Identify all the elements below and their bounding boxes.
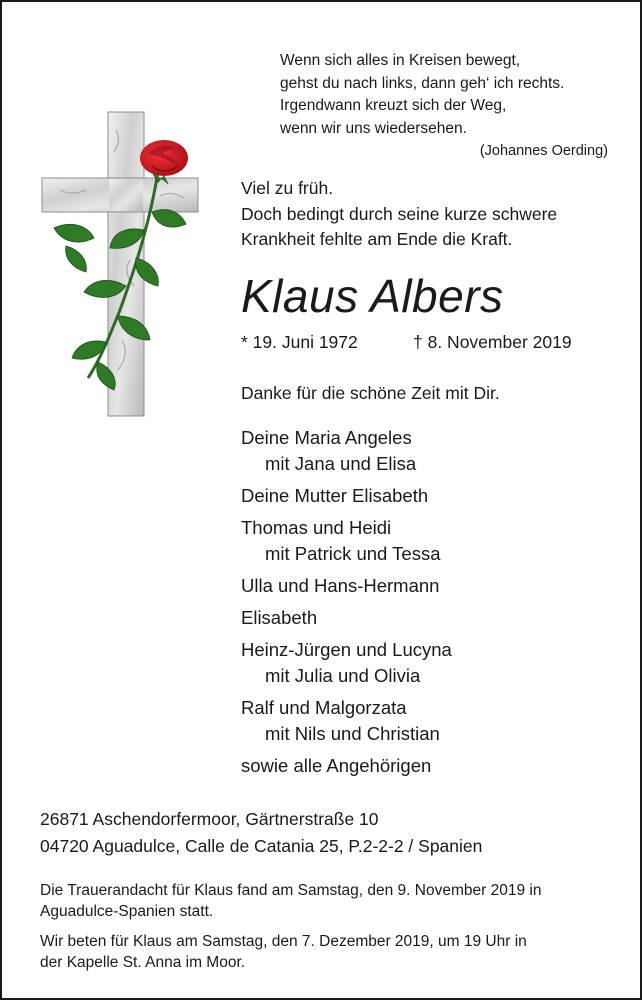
mourner-name: Deine Maria Angeles	[241, 427, 412, 448]
service-notice	[40, 880, 612, 922]
notice-line: Wir beten für Klaus am Samstag, den 7. Dezember 2019, um 19 Uhr in	[40, 933, 527, 950]
notice-line: Die Trauerandacht für Klaus fand am Samstag, den 9. November 2019 in	[40, 882, 542, 899]
intro-text	[241, 176, 557, 253]
death-date: † 8. November 2019	[413, 332, 572, 352]
mourner-group	[241, 695, 452, 747]
mourner-group	[241, 515, 452, 567]
mourner-name: Deine Mutter Elisabeth	[241, 485, 429, 506]
poem-line: wenn wir uns wiedersehen.	[280, 119, 467, 137]
intro-line: Doch bedingt durch seine kurze schwere	[241, 203, 558, 224]
mourner-group	[241, 605, 452, 631]
mourner-name: Elisabeth	[241, 607, 318, 628]
cross-with-rose-icon	[40, 110, 200, 418]
notice-line: der Kapelle St. Anna im Moor.	[40, 954, 246, 971]
poem-author: (Johannes Oerding)	[479, 143, 608, 159]
mourner-group	[241, 753, 452, 779]
birth-date: * 19. Juni 1972	[241, 332, 358, 352]
poem-line: Irgendwann kreuzt sich der Weg,	[280, 97, 507, 114]
rose-flower	[140, 140, 188, 184]
mourner-children: mit Jana und Elisa	[265, 453, 417, 474]
mourner-children: mit Patrick und Tessa	[265, 543, 441, 564]
intro-line: Krankheit fehlte am Ende die Kraft.	[241, 229, 513, 249]
poem-line: Wenn sich alles in Kreisen bewegt,	[280, 52, 521, 69]
mourner-name: Heinz-Jürgen und Lucyna	[241, 639, 452, 660]
mourner-name: Ulla und Hans-Hermann	[241, 575, 440, 596]
prayer-notice	[40, 931, 612, 973]
mourner-group	[241, 425, 452, 477]
mourner-name: sowie alle Angehörigen	[241, 755, 432, 776]
notice-line: Aguadulce-Spanien statt.	[40, 903, 214, 920]
mourners-list	[241, 425, 452, 785]
mourner-group	[241, 573, 452, 599]
poem-quote	[280, 50, 610, 163]
deceased-name: Klaus Albers	[241, 270, 504, 322]
mourner-children: mit Nils und Christian	[265, 723, 440, 744]
mourner-name: Thomas und Heidi	[241, 517, 392, 538]
address-line: 26871 Aschendorfermoor, Gärtnerstraße 10	[40, 809, 379, 829]
mourner-name: Ralf und Malgorzata	[241, 697, 407, 718]
mourner-group	[241, 483, 452, 509]
intro-line: Viel zu früh.	[241, 178, 334, 198]
life-dates	[241, 330, 572, 354]
thanks-line: Danke für die schöne Zeit mit Dir.	[241, 383, 500, 403]
mourner-group	[241, 637, 452, 689]
address-block	[40, 806, 482, 859]
poem-line: gehst du nach links, dann geh‘ ich rechts.	[280, 74, 565, 92]
mourner-children: mit Julia und Olivia	[265, 665, 421, 686]
address-line: 04720 Aguadulce, Calle de Catania 25, P.2-2-2 / Spanien	[40, 835, 483, 856]
